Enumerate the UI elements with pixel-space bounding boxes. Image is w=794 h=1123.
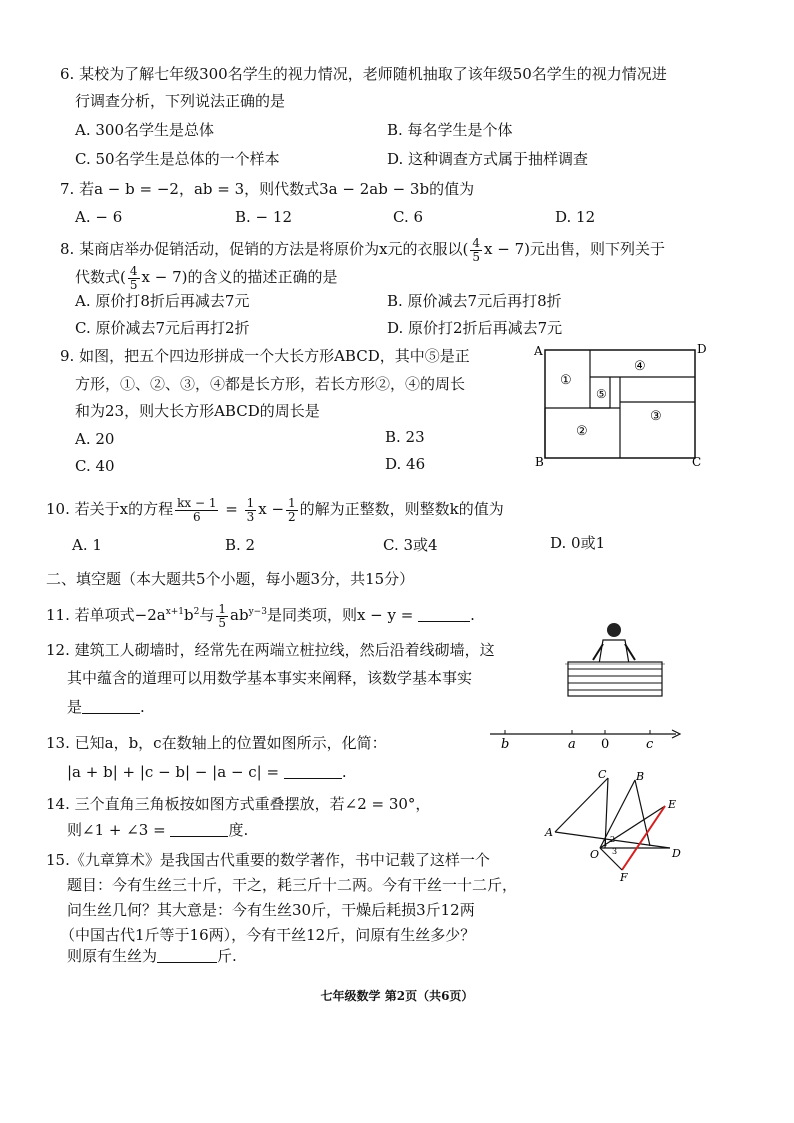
q8-option-b: B. 原价减去7元后再打8折	[387, 292, 562, 310]
worker-head	[607, 623, 621, 637]
axis-label-b: b	[501, 737, 510, 750]
q10-f3-num: 1	[288, 495, 296, 510]
q15-line5-text: 则原有生丝为	[67, 947, 158, 965]
q10-f2-den: 3	[246, 509, 255, 524]
q13-stem-line1: 13. 已知a，b，c在数轴上的位置如图所示，化简：	[46, 734, 387, 752]
q14-stem-line1: 14. 三个直角三角板按如图方式重叠摆放，若∠2 = 30°，	[46, 795, 431, 813]
q8-fraction-2	[128, 265, 140, 292]
q7-option-d: D. 12	[555, 208, 596, 226]
q11-answer-blank[interactable]	[418, 607, 470, 622]
q8-frac2-den: 5	[129, 277, 138, 292]
fig-label-c: C	[692, 455, 702, 469]
q6-option-a: A. 300名学生是总体	[75, 121, 214, 139]
fig-region-1: ①	[560, 373, 572, 388]
q13-number-line	[488, 722, 684, 750]
fig-region-2: ②	[576, 424, 588, 439]
q8-line2-post: x − 7)的含义的描述正确的是	[141, 268, 338, 286]
q10-f1-num: kx − 1	[177, 495, 217, 510]
q10-post: 的解为正整数，则整数k的值为	[299, 500, 504, 518]
q8-frac-num: 4	[472, 235, 481, 250]
fig-label-f: F	[620, 871, 628, 884]
fig-label-o: O	[590, 848, 600, 861]
q11-frac-den: 5	[218, 615, 227, 630]
fig-region-3: ③	[650, 409, 662, 424]
q10-f2-num: 1	[246, 495, 255, 510]
q12-answer-blank[interactable]	[82, 699, 140, 714]
q10-equals: =	[225, 500, 238, 518]
q9-option-c: C. 40	[75, 457, 115, 475]
fig-label-c: C	[598, 768, 607, 781]
q7-option-b: B. − 12	[235, 208, 292, 226]
q6-option-d: D. 这种调查方式属于抽样调查	[387, 150, 589, 168]
q14-answer-blank[interactable]	[170, 822, 228, 837]
q8-option-a: A. 原价打8折后再减去7元	[75, 292, 250, 310]
q8-line2-pre: 代数式(	[75, 268, 126, 286]
q10-pre: 10. 若关于x的方程	[46, 500, 174, 518]
q6-stem-line2: 行调查分析，下列说法正确的是	[75, 92, 286, 110]
axis-label-a: a	[568, 737, 576, 750]
fig-angle-3: 3	[612, 847, 618, 856]
q10-f3-den: 2	[288, 509, 296, 524]
q14-line2-text: 则∠1 + ∠3 =	[67, 821, 166, 839]
fig-label-a: A	[534, 344, 543, 358]
q15-stem-line1: 15.《九章算术》是我国古代重要的数学著作，书中记载了这样一个	[46, 851, 490, 869]
q9-rectangle-figure	[532, 340, 712, 470]
q11-post: 是同类项，则x − y =	[266, 606, 414, 624]
fig-edge	[555, 778, 608, 832]
q15-stem-line2: 题目：今有生丝三十斤，干之，耗三斤十二两。今有干丝一十二斤，	[67, 876, 518, 894]
q10-frac-1	[175, 497, 218, 524]
q9-option-d: D. 46	[385, 455, 426, 473]
q9-option-a: A. 20	[75, 430, 115, 448]
q6-option-b: B. 每名学生是个体	[387, 121, 513, 139]
fig-angle-2: 2	[610, 835, 616, 844]
q8-stem-line2	[75, 262, 337, 292]
q11-sup3: y−3	[248, 607, 267, 617]
fig-angle-1: 1	[603, 839, 609, 848]
q11-end: .	[470, 606, 475, 624]
q11-stem	[46, 598, 475, 630]
q12-stem-line2: 其中蕴含的道理可以用数学基本事实来阐释，该数学基本事实	[67, 669, 473, 687]
q7-option-c: C. 6	[393, 208, 424, 226]
fig-edge	[600, 780, 635, 848]
q12-line3-text: 是	[67, 698, 83, 716]
q8-frac-den: 5	[472, 249, 481, 264]
q9-stem-line3: 和为23，则大长方形ABCD的周长是	[75, 402, 320, 420]
q9-stem-line2: 方形，①、②、③，④都是长方形，若长方形②，④的周长	[75, 375, 466, 393]
fig-region-5: ⑤	[596, 387, 607, 401]
q11-mid2: 与	[199, 606, 215, 624]
q10-option-a: A. 1	[72, 536, 102, 554]
q10-option-d: D. 0或1	[550, 534, 606, 552]
q8-option-c: C. 原价减去7元后再打2折	[75, 319, 250, 337]
q12-stem-line3	[67, 697, 145, 717]
q10-frac-2	[245, 497, 257, 524]
q10-mid: x −	[258, 500, 285, 518]
q10-frac-3	[286, 497, 298, 524]
q10-stem	[46, 494, 504, 524]
q11-fraction	[216, 603, 228, 630]
q10-option-c: C. 3或4	[383, 536, 438, 554]
fig-label-b: B	[636, 770, 645, 783]
fig-label-e: E	[668, 798, 677, 811]
brick-wall	[568, 662, 662, 696]
q14-end: 度.	[228, 821, 249, 839]
q13-stem-line2	[67, 762, 347, 782]
q11-sup1: x+1	[165, 607, 185, 617]
q8-line1-post: x − 7)元出售，则下列关于	[484, 240, 666, 258]
q15-answer-blank[interactable]	[157, 948, 217, 963]
q14-stem-line2	[67, 820, 248, 840]
q8-stem-line1	[60, 234, 665, 264]
q8-line1-pre: 8. 某商店举办促销活动，促销的方法是将原价为x元的衣服以(	[60, 240, 469, 258]
q11-mid: b	[184, 606, 194, 624]
q13-answer-blank[interactable]	[284, 764, 342, 779]
fig-label-d: D	[672, 847, 681, 860]
axis-label-c: c	[646, 737, 654, 750]
q12-end: .	[140, 698, 145, 716]
fig-label-b: B	[535, 455, 544, 469]
q13-end: .	[341, 763, 347, 781]
fig-edge	[635, 780, 650, 846]
q8-frac2-num: 4	[129, 263, 138, 278]
q15-end: 斤.	[217, 947, 237, 965]
q11-frac-num: 1	[218, 601, 227, 616]
fig-edge	[600, 848, 622, 870]
q7-stem: 7. 若a − b = −2，ab = 3，则代数式3a − 2ab − 3b的值为	[60, 180, 475, 198]
bricklayer-illustration	[565, 620, 665, 700]
q12-stem-line1: 12. 建筑工人砌墙时，经常先在两端立桩拉线，然后沿着线砌墙，这	[46, 641, 495, 659]
q9-option-b: B. 23	[385, 428, 425, 446]
q6-option-c: C. 50名学生是总体的一个样本	[75, 150, 280, 168]
q14-triangles-figure	[540, 768, 690, 888]
q11-pre: 11. 若单项式−2a	[46, 606, 166, 624]
page-footer: 七年级数学 第2页（共6页）	[320, 989, 474, 1003]
q15-stem-line4: （中国古代1斤等于16两），今有干丝12斤，问原有生丝多少？	[60, 926, 476, 944]
q15-stem-line3: 问生丝几何？其大意是：今有生丝30斤，干燥后耗损3斤12两	[67, 901, 475, 919]
q8-fraction	[470, 237, 482, 264]
fig-label-d: D	[697, 342, 707, 356]
fig-label-a: A	[545, 826, 553, 839]
q7-option-a: A. − 6	[75, 208, 123, 226]
q8-option-d: D. 原价打2折后再减去7元	[387, 319, 563, 337]
worker-body	[599, 640, 629, 664]
q11-sup2: 2	[193, 607, 200, 617]
q10-option-b: B. 2	[225, 536, 256, 554]
q9-stem-line1: 9. 如图，把五个四边形拼成一个大长方形ABCD，其中⑤是正	[60, 347, 470, 365]
q11-mid3: ab	[230, 606, 249, 624]
q6-stem-line1: 6. 某校为了解七年级300名学生的视力情况，老师随机抽取了该年级50名学生的视力情况进	[60, 65, 667, 83]
fig-region-4: ④	[634, 359, 646, 374]
q13-expression: |a + b| + |c − b| − |a − c| =	[67, 763, 280, 781]
q15-stem-line5	[67, 946, 237, 966]
section-2-heading: 二、填空题（本大题共5个小题，每小题3分，共15分）	[46, 570, 415, 588]
q10-f1-den: 6	[192, 509, 201, 524]
axis-label-zero: 0	[601, 737, 610, 750]
